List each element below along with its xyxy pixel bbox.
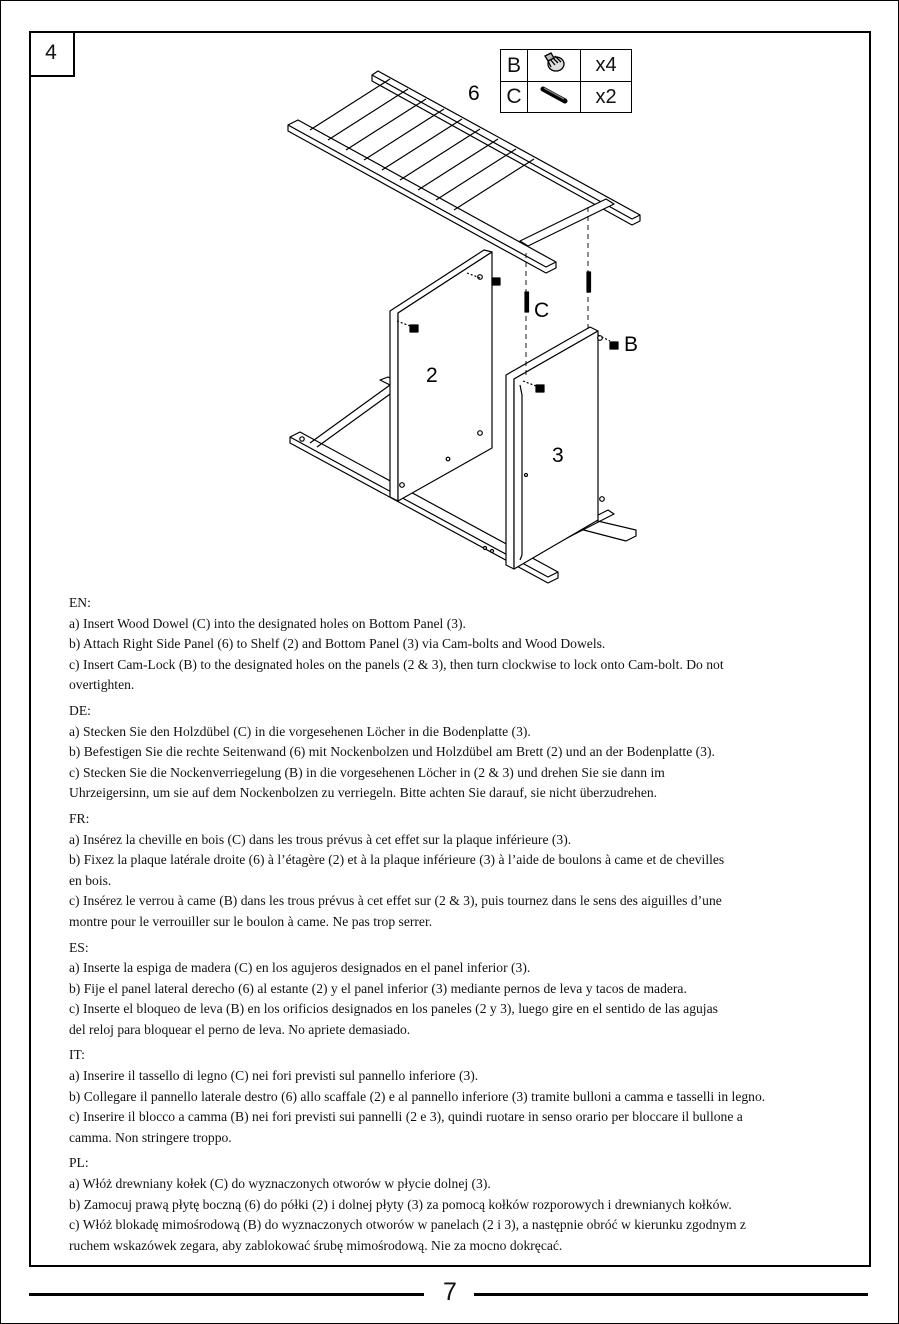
part-letter: C [501, 82, 528, 113]
page-number: 7 [443, 1278, 457, 1306]
instruction-line: en bois. [69, 872, 112, 888]
part-letter: B [501, 50, 528, 82]
footer-rule-right [474, 1293, 868, 1296]
instruction-line: camma. Non stringere troppo. [69, 1129, 232, 1145]
instruction-line: a) Włóż drewniany kołek (C) do wyznaczonych otworów w płycie dolnej (3). [69, 1176, 491, 1192]
instruction-line: c) Włóż blokadę mimośrodową (B) do wyznaczonych otworów w panelach (2 i 3), a następnie obróć w kierunku zgodnym z [69, 1217, 746, 1233]
assembly-diagram [280, 55, 650, 590]
part-qty: x4 [581, 50, 632, 82]
instruction-line: ruchem wskazówek zegara, aby zablokować śrubę mimośrodową. Nie za mocno dokręcać. [69, 1237, 563, 1253]
label-dowel-c: C [534, 299, 550, 322]
instruction-line: c) Stecken Sie die Nockenverriegelung (B) in die vorgesehenen Löcher in (2 & 3) und drehen Sie sie dann im [69, 764, 665, 780]
instruction-line: c) Inserire il blocco a camma (B) nei fori previsti sui pannelli (2 e 3), quindi ruotare in senso orario per bloccare il bullone a [69, 1109, 743, 1125]
instruction-line: a) Insert Wood Dowel (C) into the designated holes on Bottom Panel (3). [69, 615, 466, 631]
instruction-line: b) Collegare il pannello laterale destro (6) allo scaffale (2) e al pannello inferiore (3) tramite bulloni a camma e tasselli in legno. [69, 1088, 766, 1104]
instructions-en [69, 593, 859, 696]
label-panel-3: 3 [552, 444, 564, 467]
instruction-line: b) Fixez la plaque latérale droite (6) à l’étagère (2) et à la plaque inférieure (3) à l’aide de boulons à came et de chevilles [69, 852, 725, 868]
instruction-line: b) Attach Right Side Panel (6) to Shelf (2) and Bottom Panel (3) via Cam-bolts and Wood Dowels. [69, 636, 606, 652]
instruction-line: b) Fije el panel lateral derecho (6) al estante (2) y el panel inferior (3) mediante pernos de leva y tacos de madera. [69, 980, 687, 996]
instructions-it [69, 1045, 859, 1148]
instruction-line: c) Inserte el bloqueo de leva (B) en los orificios designados en los paneles (2 y 3), luego gire en el sentido de las agujas [69, 1001, 718, 1017]
instruction-line: a) Insérez la cheville en bois (C) dans les trous prévus à cet effet sur la plaque inférieure (3). [69, 831, 572, 847]
label-panel-6: 6 [468, 82, 480, 105]
instruction-line: overtighten. [69, 677, 135, 693]
instruction-line: a) Inserte la espiga de madera (C) en los agujeros designados en el panel inferior (3). [69, 960, 531, 976]
lang-heading: FR: [69, 810, 90, 826]
lang-heading: IT: [69, 1047, 85, 1063]
part-qty: x2 [581, 82, 632, 113]
label-panel-2: 2 [426, 364, 438, 387]
instructions-pl [69, 1153, 859, 1256]
lang-heading: PL: [69, 1155, 89, 1171]
instruction-line: b) Zamocuj prawą płytę boczną (6) do półki (2) i dolnej płyty (3) za pomocą kołków rozporowych i drewnianych kołków. [69, 1196, 732, 1212]
footer-rule-left [29, 1293, 424, 1296]
instruction-line: montre pour le verrouiller sur le boulon à came. Ne pas trop serrer. [69, 913, 433, 929]
instructions [69, 593, 859, 1261]
instruction-line: c) Insert Cam-Lock (B) to the designated holes on the panels (2 & 3), then turn clockwise to lock onto Cam-bolt. Do not [69, 656, 724, 672]
instruction-line: del reloj para bloquear el perno de leva. No apriete demasiado. [69, 1021, 411, 1037]
instruction-line: a) Inserire il tassello di legno (C) nei fori previsti sul pannello inferiore (3). [69, 1068, 479, 1084]
instructions-es [69, 938, 859, 1041]
instructions-de [69, 701, 859, 804]
lang-heading: ES: [69, 939, 89, 955]
lang-heading: EN: [69, 595, 91, 610]
instructions-fr [69, 809, 859, 933]
step-number: 4 [29, 31, 75, 77]
panel-6 [288, 71, 640, 273]
instruction-line: Uhrzeigersinn, um sie auf dem Nockenbolzen zu verriegeln. Bitte achten Sie darauf, sie nicht überzudrehen. [69, 785, 658, 801]
instruction-line: b) Befestigen Sie die rechte Seitenwand (6) mit Nockenbolzen und Holzdübel am Brett (2) und an der Bodenplatte (3). [69, 744, 715, 760]
instruction-line: c) Insérez le verrou à came (B) dans les trous prévus à cet effet sur (2 & 3), puis tournez dans le sens des aiguilles d’une [69, 893, 722, 909]
instruction-line: a) Stecken Sie den Holzdübel (C) in die vorgesehenen Löcher in die Bodenplatte (3). [69, 723, 531, 739]
panel-2 [390, 250, 492, 501]
label-cam-lock-b: B [624, 333, 639, 356]
lang-heading: DE: [69, 702, 91, 718]
